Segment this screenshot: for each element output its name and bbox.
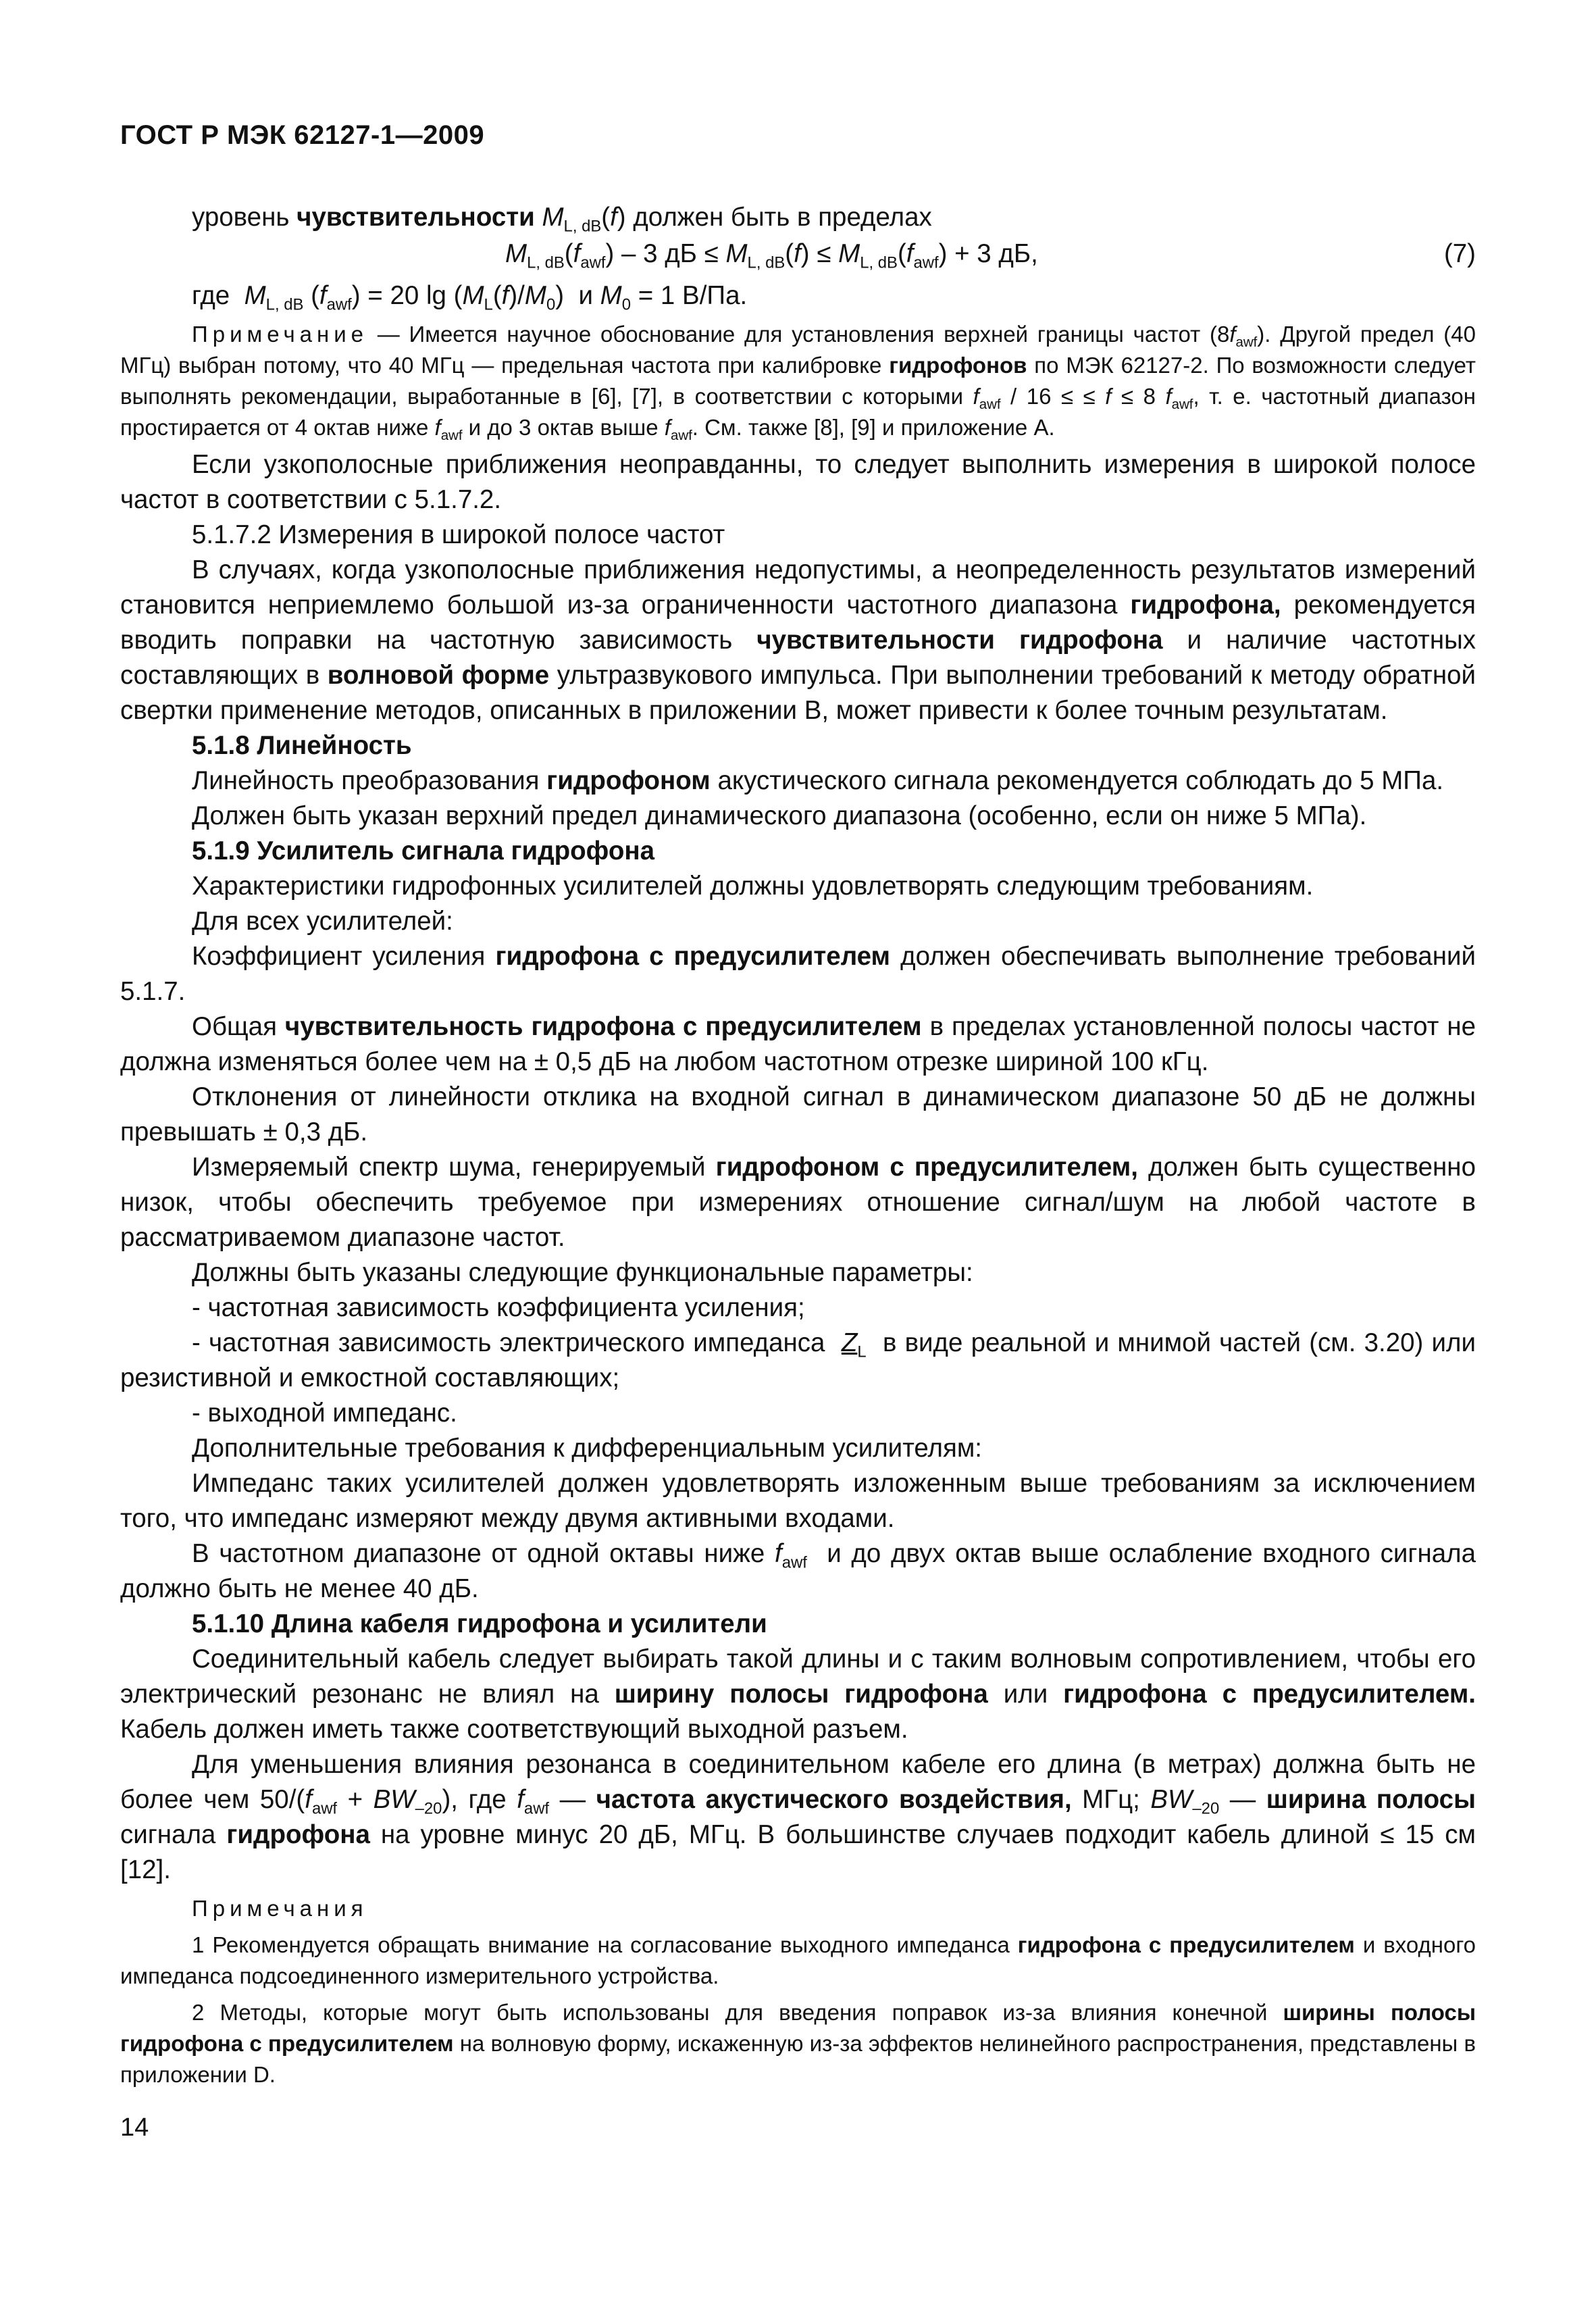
paragraph: Должны быть указаны следующие функциональные параметры: — [192, 1258, 973, 1287]
document-header: ГОСТ Р МЭК 62127-1—2009 — [120, 120, 485, 150]
list-item: - частотная зависимость электрического импеданса $Z_L$ в виде реальной и мнимой частей (см. 3.20) или резистивной и емкостной составляющих; — [120, 1328, 1476, 1392]
subsection-title: 5.1.7.2 Измерения в широкой полосе частот — [192, 520, 725, 549]
list-item: - частотная зависимость коэффициента усиления; — [192, 1293, 805, 1322]
section-title: 5.1.9 Усилитель сигнала гидрофона — [192, 836, 655, 865]
paragraph: Линейность преобразования гидрофоном акустического сигнала рекомендуется соблюдать до 5 МПа. — [192, 766, 1444, 795]
paragraph: Общая чувствительность гидрофона с предусилителем в пределах установленной полосы частот не должна изменяться более чем на ± 0,5 дБ на любом частотном отрезке шириной 100 кГц. — [120, 1012, 1476, 1076]
paragraph: Отклонения от линейности отклика на входной сигнал в динамическом диапазоне 50 дБ не должны превышать ± 0,3 дБ. — [120, 1082, 1476, 1147]
list-item: - выходной импеданс. — [192, 1399, 457, 1428]
note: 2 Методы, которые могут быть использованы для введения поправок из-за влияния конечной ширины полосы гидрофона с предусилителем на волновую форму, искаженную из-за эффектов нелинейного распространения, представлены в приложении D. — [120, 2000, 1476, 2087]
formula-7 — [120, 236, 1476, 277]
section-title: 5.1.10 Длина кабеля гидрофона и усилители — [192, 1609, 767, 1638]
page-number: 14 — [120, 2113, 149, 2142]
paragraph: Измеряемый спектр шума, генерируемый гидрофоном с предусилителем, должен быть существенно низок, чтобы обеспечить требуемое при измерениях отношение сигнал/шум на любой частоте в рассматриваемом диапазоне частот. — [120, 1153, 1476, 1252]
paragraph: В частотном диапазоне от одной октавы ниже $f_{awf}$ и до двух октав выше ослабление входного сигнала должно быть не менее 40 дБ. — [120, 1539, 1476, 1603]
paragraph: Дополнительные требования к дифференциальным усилителям: — [192, 1434, 983, 1463]
document-page — [120, 0, 1476, 2314]
formula-number: (7) — [1443, 239, 1476, 268]
notes-heading: Примечания — [192, 1896, 368, 1921]
formula-expression: $M_{L, dB}(f_{awf}) - 3$ дБ ≤ $M_{L, dB}(f) \le M_{L, dB}(f_{awf}) + 3$ дБ, — [505, 239, 1038, 272]
document-body — [120, 200, 1476, 2094]
paragraph: Если узкополосные приближения неоправданны, то следует выполнить измерения в широкой полосе частот в соответствии с 5.1.7.2. — [120, 450, 1476, 514]
note: Примечание — Имеется научное обоснование для установления верхней границы частот $(8f_{awf})$. Другой предел (40 МГц) выбран потому, что 40 МГц — предельная частота при калибровке гидрофонов по МЭК 62127-2. По возможности следует выполнять рекомендации, выработанные в [6], [7], в соответствии с которыми $f_{awf} / 16$ ≤ ≤ f ≤ 8 $f_{awf}$, т. е. частотный диапазон простирается от 4 октав ниже $f_{awf}$ и до 3 октав выше $f_{awf}$. См. также [8], [9] и приложение А. — [120, 322, 1476, 444]
paragraph: Характеристики гидрофонных усилителей должны удовлетворять следующим требованиям. — [192, 872, 1314, 901]
paragraph: В случаях, когда узкополосные приближения недопустимы, а неопределенность результатов измерений становится неприемлемо большой из-за ограниченности частотного диапазона гидрофона, рекомендуется вводить поправки на частотную зависимость чувствительности гидрофона и наличие частотных составляющих в волновой форме ультразвукового импульса. При выполнении требований к методу обратной свертки применение методов, описанных в приложении В, может привести к более точным результатам. — [120, 555, 1476, 725]
section-title: 5.1.8 Линейность — [192, 731, 412, 760]
paragraph: Для уменьшения влияния резонанса в соединительном кабеле его длина (в метрах) должна быть не более чем $50/(f_{awf} + BW_{-20})$, где $f_{awf}$ — частота акустического воздействия, МГц; $BW_{-20}$ — ширина полосы сигнала гидрофона на уровне минус 20 дБ, МГц. В большинстве случаев подходит кабель длиной ≤ 15 см [12]. — [120, 1750, 1476, 1884]
note: 1 Рекомендуется обращать внимание на согласование выходного импеданса гидрофона с предусилителем и входного импеданса подсоединенного измерительного устройства. — [120, 1932, 1476, 1988]
paragraph: Коэффициент усиления гидрофона с предусилителем должен обеспечивать выполнение требований 5.1.7. — [120, 942, 1476, 1006]
formula-where: где $M_{L, dB}$ $(f_{awf}) = 20$ $\lg (M_L(f)/M_0)$ и $M_0 = 1$ В/Па. — [192, 281, 748, 314]
paragraph: Импеданс таких усилителей должен удовлетворять изложенным выше требованиям за исключением того, что импеданс измеряют между двумя активными входами. — [120, 1469, 1476, 1533]
paragraph: уровень чувствительности $M_{L, dB}(f)$ должен быть в пределах — [192, 203, 932, 236]
paragraph: Соединительный кабель следует выбирать такой длины и с таким волновым сопротивлением, чтобы его электрический резонанс не влиял на ширину полосы гидрофона или гидрофона с предусилителем. Кабель должен иметь также соответствующий выходной разъем. — [120, 1644, 1476, 1744]
paragraph: Для всех усилителей: — [192, 907, 453, 936]
paragraph: Должен быть указан верхний предел динамического диапазона (особенно, если он ниже 5 МПа). — [192, 801, 1367, 830]
